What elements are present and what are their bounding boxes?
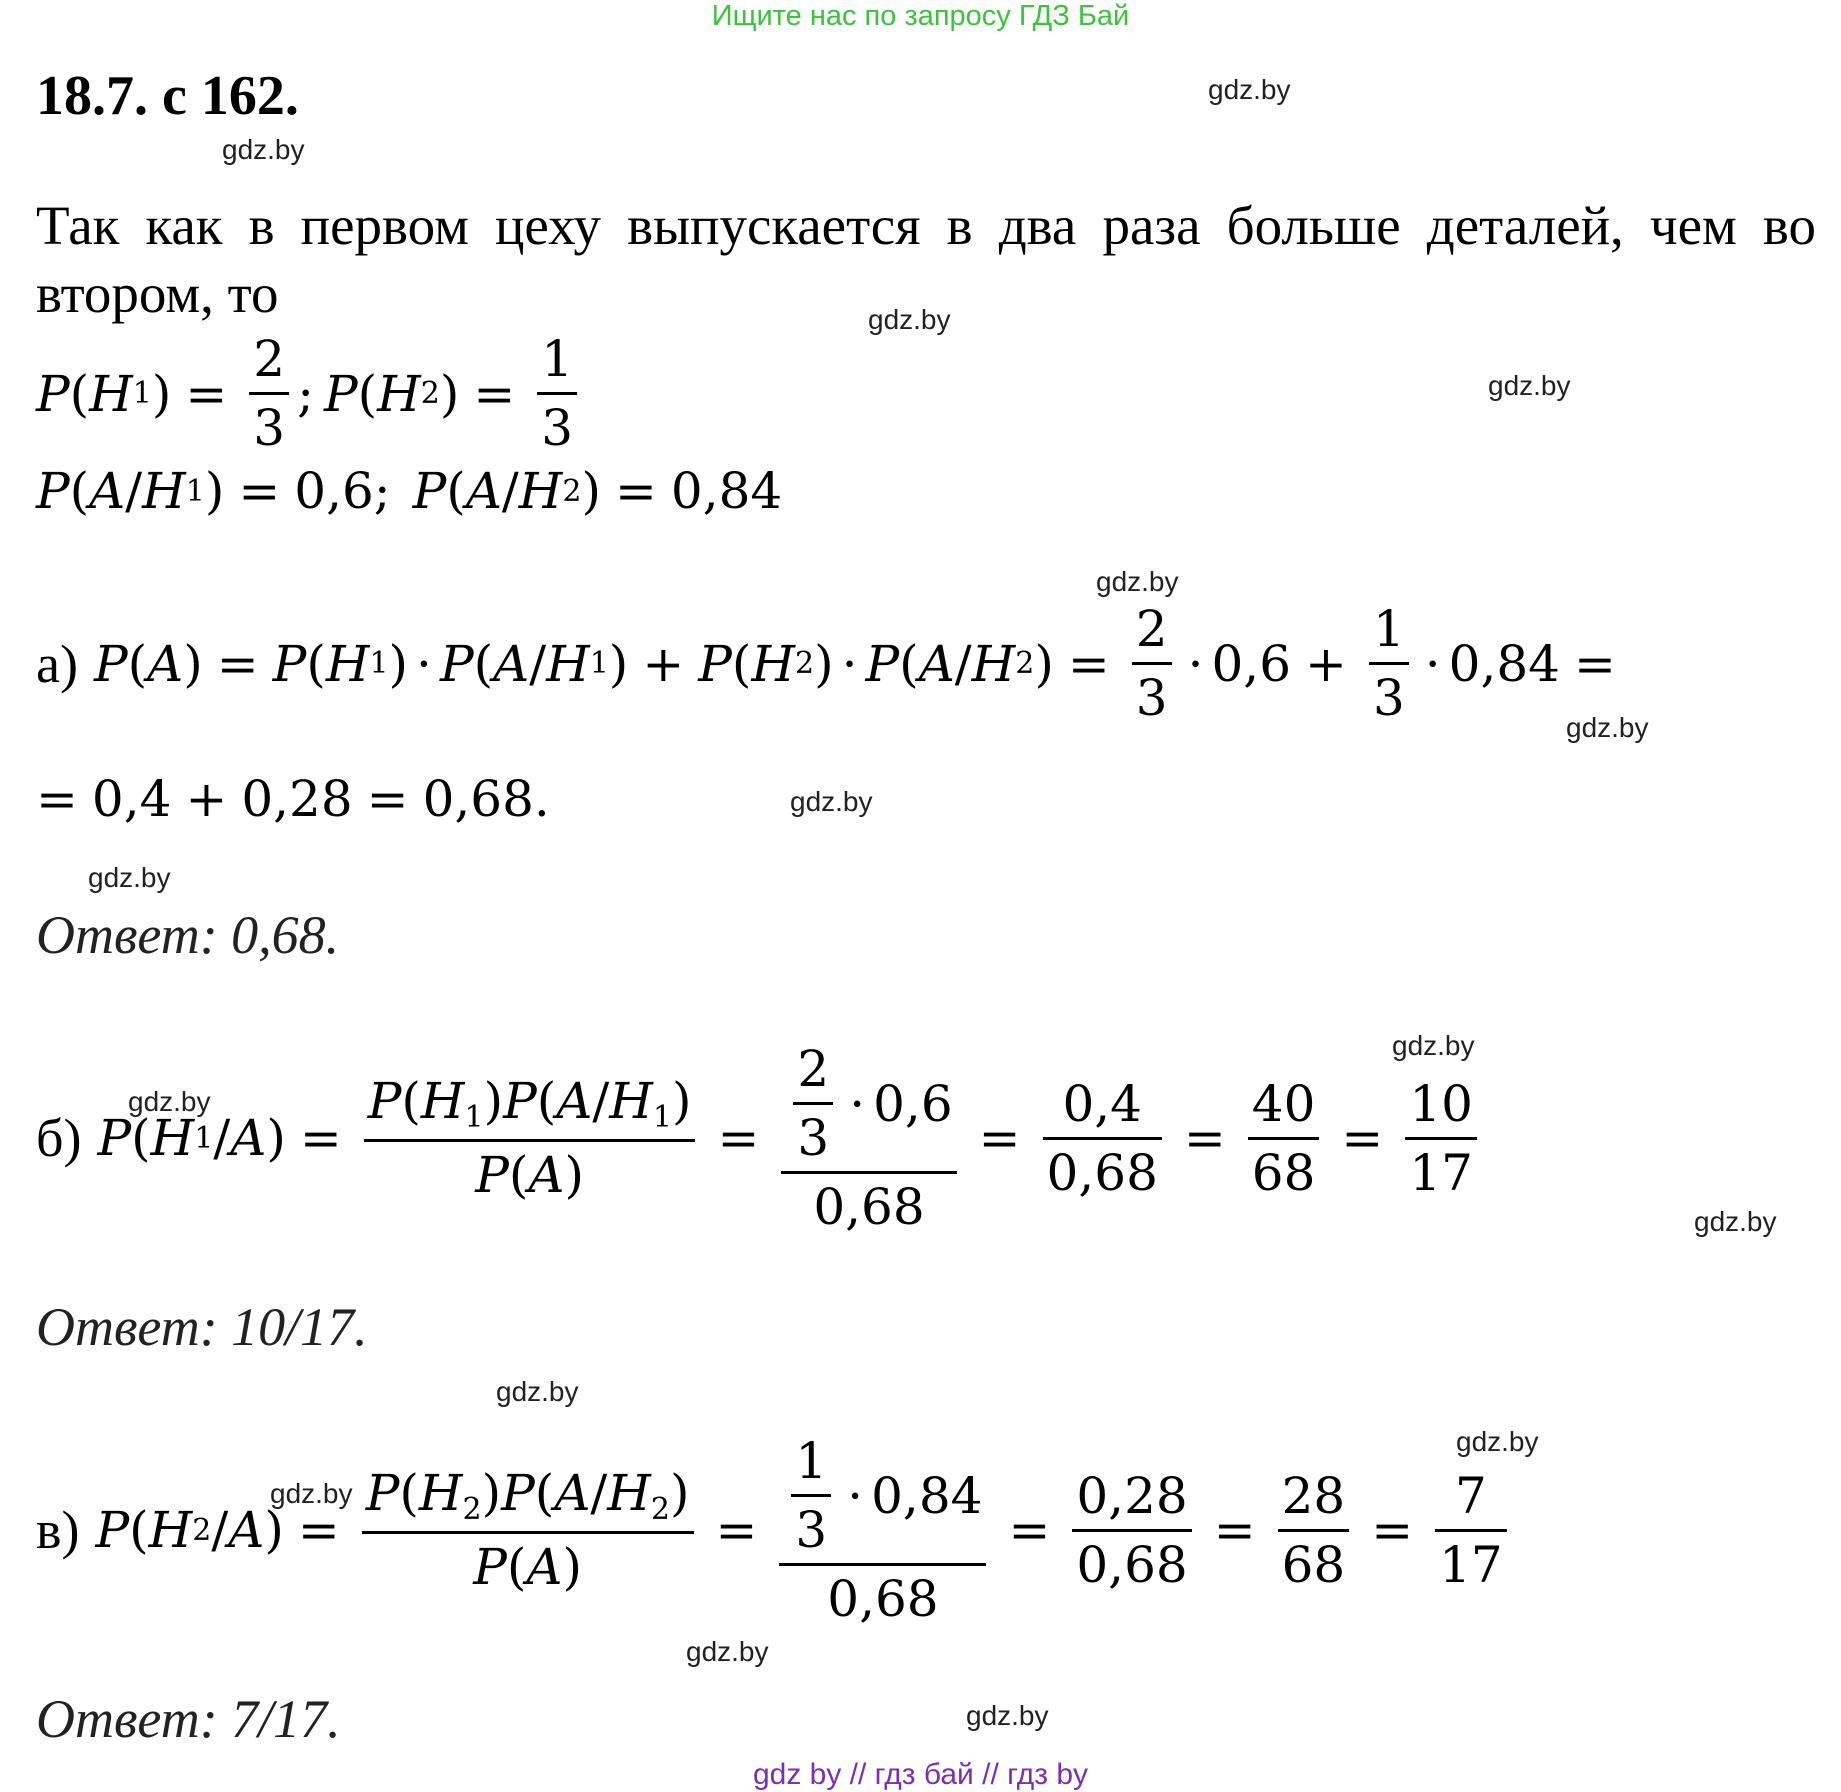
watermark: gdz.by: [790, 786, 873, 817]
part-a-formula: а) P ( A ) = P ( H 1 ) · P ( A / H 1 ) + P ( H 2 ) · P ( A / H 2 ) = $\frac{2}{3}$ · 0,6 + $\frac{1}{3}$ · 0,84 =: [36, 600, 1616, 727]
bayes-fraction: $\frac{P(H_2)P(A/H_2)}{P(A)}$: [362, 1464, 694, 1596]
intro-text: Так как в первом цеху выпускается в два раза больше деталей, чем во втором, то: [36, 195, 1816, 324]
paren: ): [439, 364, 460, 423]
part-a-label: а): [36, 633, 78, 694]
watermark: gdz.by: [868, 304, 951, 335]
fraction-one-third: $\frac{1}{3}$: [1369, 600, 1409, 727]
answer-b: Ответ: 10/17.: [36, 1297, 368, 1357]
bayes-fraction: $\frac{P(H_1)P(A/H_1)}{P(A)}$: [364, 1072, 696, 1204]
substituted-fraction: $\frac{1}{3}$ · 0,84 0,68: [779, 1432, 986, 1628]
p-symbol: P: [323, 364, 358, 423]
watermark: gdz.by: [1096, 566, 1179, 597]
paren: (: [69, 364, 90, 423]
watermark: gdz.by: [1488, 370, 1571, 401]
h-symbol: H: [377, 364, 421, 423]
conditional-probabilities: P ( A / H 1 ) = 0,6; P ( A / H 2 ) = 0,84: [36, 462, 783, 520]
watermark: gdz.by: [1208, 74, 1291, 105]
substituted-fraction: $\frac{2}{3}$ · 0,6 0,68: [781, 1040, 956, 1236]
part-b-formula: б) P ( H 1 / A ) = $\frac{P(H_1)P(A/H_1)}{P(A)}$ = $\frac{2}{3}$ · 0,6 0,68 = $\frac{0,4}{0,68}$ = $\frac{40}{68}$ = $\frac{10}{17}$: [36, 1040, 1485, 1236]
watermark: gdz.by: [88, 862, 171, 893]
watermark: gdz.by: [966, 1700, 1049, 1731]
watermark: gdz.by: [222, 134, 305, 165]
subscript: 1: [132, 376, 152, 411]
watermark: gdz.by: [1566, 712, 1649, 743]
watermark: gdz.by: [686, 1636, 769, 1667]
part-b-label: б): [36, 1108, 82, 1168]
equals-sign: =: [473, 364, 516, 423]
prior-probabilities: [36, 330, 585, 457]
subscript: 2: [420, 376, 440, 411]
answer-v: Ответ: 7/17.: [36, 1689, 341, 1749]
h-symbol: H: [89, 364, 133, 423]
part-v-label: в): [36, 1500, 80, 1560]
top-banner: Ищите нас по запросу ГДЗ Бай: [711, 0, 1130, 32]
p-symbol: P: [36, 364, 70, 423]
watermark: gdz.by: [1456, 1426, 1539, 1457]
watermark: gdz.by: [1694, 1206, 1777, 1237]
watermark: gdz.by: [270, 1478, 353, 1509]
fraction-one-third: $\frac{1}{3}$: [537, 330, 577, 457]
equals-sign: =: [185, 364, 228, 423]
answer-a: Ответ: 0,68.: [36, 905, 340, 965]
value: 0,6;: [294, 462, 391, 520]
problem-heading: 18.7. с 162.: [36, 65, 299, 127]
watermark: gdz.by: [1392, 1030, 1475, 1061]
part-v-formula: в) P ( H 2 / A ) = $\frac{P(H_2)P(A/H_2)}{P(A)}$ = $\frac{1}{3}$ · 0,84 0,68 = $\frac{0,28}{0,68}$ = $\frac{28}{68}$ = $\frac{7}{17}$: [36, 1432, 1515, 1628]
semicolon: ;: [297, 364, 314, 423]
p-symbol: P: [36, 462, 70, 520]
watermark: gdz.by: [496, 1376, 579, 1407]
footer-links: gdz by // гдз бай // гдз by: [752, 1758, 1089, 1791]
paren: (: [357, 364, 378, 423]
part-a-result: = 0,4 + 0,28 = 0,68.: [36, 770, 550, 828]
paren: ): [151, 364, 172, 423]
watermark: gdz.by: [128, 1086, 211, 1117]
fraction-two-thirds: $\frac{2}{3}$: [1132, 600, 1172, 727]
value: 0,84: [670, 462, 783, 520]
fraction-two-thirds: $\frac{2}{3}$: [249, 330, 289, 457]
